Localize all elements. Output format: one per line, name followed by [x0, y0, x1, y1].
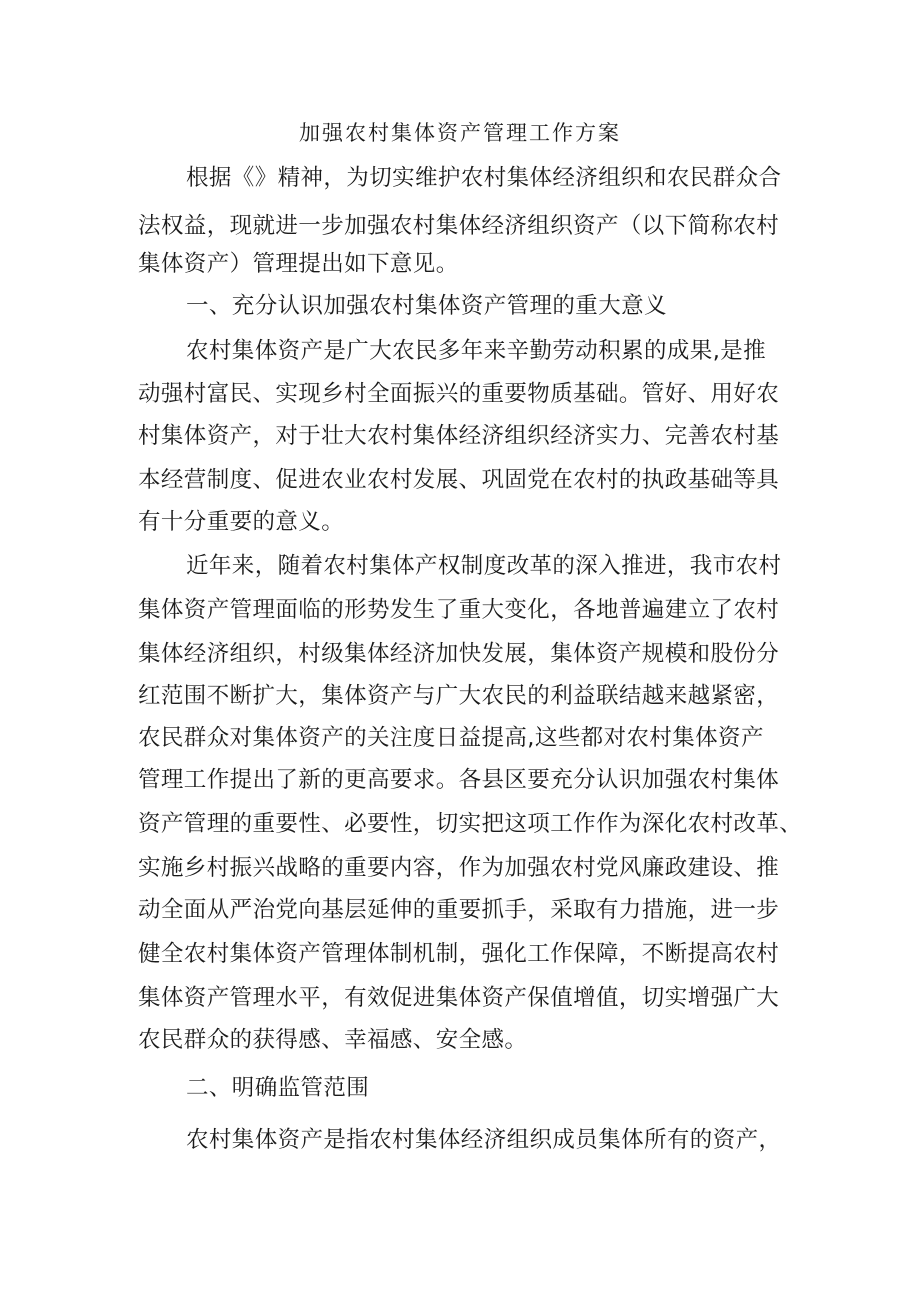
paragraph-2-line-4: 本经营制度、促进农业农村发展、巩固党在农村的执政基础等具 [138, 467, 780, 493]
document-title: 加强农村集体资产管理工作方案 [299, 121, 621, 145]
paragraph-3-line-12: 农民群众的获得感、幸福感、安全感。 [138, 1027, 528, 1053]
paragraph-3-line-4: 红范围不断扩大，集体资产与广大农民的利益联结越来越紧密， [138, 683, 780, 709]
paragraph-3-line-3: 集体经济组织，村级集体经济加快发展，集体资产规模和股份分 [138, 641, 780, 667]
paragraph-2-line-2: 动强村富民、实现乡村全面振兴的重要物质基础。管好、用好农 [138, 381, 780, 407]
paragraph-1-line-3: 集体资产）管理提出如下意见。 [138, 251, 459, 277]
section-heading-2: 二、明确监管范围 [186, 1075, 370, 1101]
paragraph-3-line-7: 资产管理的重要性、必要性，切实把这项工作作为深化农村改革、 [138, 811, 803, 837]
section-heading-1: 一、充分认识加强农村集体资产管理的重大意义 [186, 293, 667, 319]
paragraph-3-line-2: 集体资产管理面临的形势发生了重大变化，各地普遍建立了农村 [138, 597, 780, 623]
paragraph-2-line-5: 有十分重要的意义。 [138, 509, 345, 535]
paragraph-3-line-5: 农民群众对集体资产的关注度日益提高,这些都对农村集体资产 [138, 725, 764, 751]
paragraph-3-line-6: 管理工作提出了新的更高要求。各县区要充分认识加强农村集体 [138, 767, 780, 793]
paragraph-3-line-1: 近年来，随着农村集体产权制度改革的深入推进，我市农村 [186, 553, 782, 579]
paragraph-3-line-11: 集体资产管理水平，有效促进集体资产保值增值，切实增强广大 [138, 985, 780, 1011]
paragraph-2-line-3: 村集体资产，对于壮大农村集体经济组织经济实力、完善农村基 [138, 423, 780, 449]
paragraph-3-line-8: 实施乡村振兴战略的重要内容，作为加强农村党风廉政建设、推 [138, 855, 780, 881]
paragraph-1-line-2: 法权益，现就进一步加强农村集体经济组织资产（以下简称农村 [138, 213, 780, 239]
paragraph-4-line-1: 农村集体资产是指农村集体经济组织成员集体所有的资产， [186, 1127, 782, 1153]
paragraph-1-line-1: 根据《》精神，为切实维护农村集体经济组织和农民群众合 [186, 165, 782, 191]
paragraph-3-line-9: 动全面从严治党向基层延伸的重要抓手，采取有力措施，进一步 [138, 897, 780, 923]
paragraph-3-line-10: 健全农村集体资产管理体制机制，强化工作保障，不断提高农村 [138, 941, 780, 967]
paragraph-2-line-1: 农村集体资产是广大农民多年来辛勤劳动积累的成果,是推 [186, 338, 767, 364]
